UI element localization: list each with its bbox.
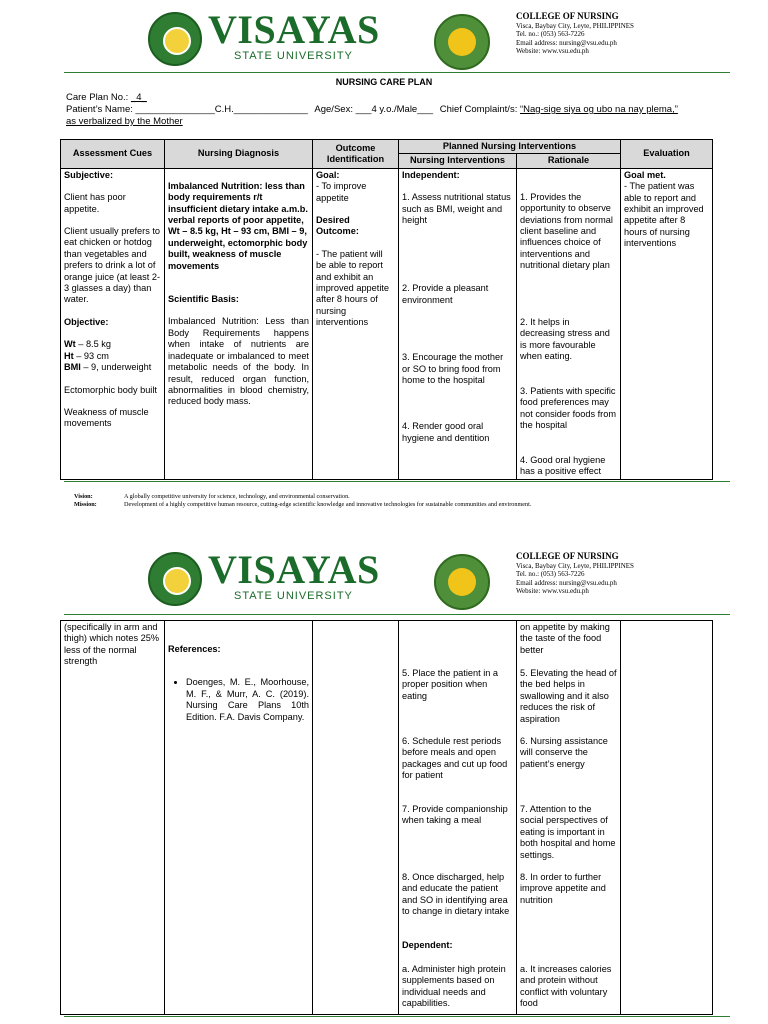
header-divider [64,614,730,615]
university-brand [208,7,380,62]
bmi-value: – 9, underweight [80,362,152,373]
header-diagnosis: Nursing Diagnosis [165,140,313,169]
college-info [516,12,634,56]
header-evaluation: Evaluation [621,140,713,169]
rationale-a: a. It increases calories and protein without conflict with voluntary food [520,964,612,1009]
interventions-cell [399,168,517,479]
header-interventions: Nursing Interventions [399,154,517,168]
evaluation-cell [621,168,713,479]
diagnosis-text: Imbalanced Nutrition: less than body requirements r/t insufficient dietary intake a.m.b. verbal reports of poor appetite, Wt – 8.5 kg, Ht – 93 cm, BMI – 9, underweight, ectomorphic body built, weakness of muscle movements [168,180,308,271]
objective-height [64,351,161,362]
university-seal-icon [148,552,202,606]
age-sex-label: Age/Sex: [314,104,353,115]
college-tel: Tel. no.: (053) 563-7226 [516,570,585,578]
header-assessment: Assessment Cues [61,140,165,169]
outcome-cell [313,621,399,1015]
rationale-6: 6. Nursing assistance will conserve the patient’s energy [520,736,608,769]
rationale-4: 4. Good oral hygiene has a positive effect [520,454,606,477]
diagnosis-cell [165,621,313,1015]
rationale-cell [517,621,621,1015]
dependent-label: Dependent: [402,940,453,950]
outcome-cell [313,168,399,479]
objective-cue-3: Weakness of muscle movements [64,406,149,429]
rationale-8: 8. In order to further improve appetite and nutrition [520,872,606,905]
intervention-4: 4. Render good oral hygiene and dentition [402,421,490,443]
brand-name: VISAYAS [208,547,380,592]
rationale-7: 7. Attention to the social perspectives of eating is important in both hospital and home settings. [520,804,616,860]
care-plan-table-continued [60,620,713,1015]
diagnosis-cell [165,168,313,479]
weight-label: Wt [64,339,76,350]
references-list [178,677,309,723]
evaluation-text: - The patient was able to report and exhibit an improved appetite after 8 hours of nursing interventions [624,181,704,249]
vision-mission [74,493,531,509]
intervention-5: 5. Place the patient in a proper position when eating [402,668,499,701]
college-website: Website: www.vsu.edu.ph [516,47,589,55]
reference-item: • Doenges, M. E., Moorhouse, M. F., & Murr, A. C. (2019). Nursing Care Plans 10th Edition. F.A. Davis Company. [186,677,309,723]
height-label: Ht [64,350,74,361]
intervention-2: 2. Provide a pleasant environment [402,283,489,305]
table-row [61,621,713,1015]
goal-text: - To improve appetite [316,181,367,203]
patient-label: Patient’s Name: [66,104,133,115]
intervention-6: 6. Schedule rest periods before meals and open packages and cut up food for patient [402,736,508,781]
brand-name: VISAYAS [208,7,380,52]
care-plan-value: _4_ [130,92,147,103]
patient-line [66,104,678,115]
objective-cue-2: Ectomorphic body built [64,384,157,395]
university-seal-icon [148,12,202,66]
age-sex-value: ___4 y.o./Male___ [355,104,434,115]
rationale-2: 2. It helps in decreasing stress and is more favourable when eating. [520,316,610,362]
page-title: NURSING CARE PLAN [335,77,433,87]
desired-outcome-label: Desired Outcome: [316,215,359,237]
letterhead [0,8,768,78]
evaluation-label: Goal met. [624,169,666,180]
intervention-a: a. Administer high protein supplements based on individual needs and capabilities. [402,964,506,1009]
intervention-8: 8. Once discharged, help and educate the patient and SO in identifying area to change in dietary intake [402,872,510,917]
independent-label: Independent: [402,169,460,180]
objective-bmi [64,362,161,373]
references-label: References: [168,644,221,654]
interventions-cell [399,621,517,1015]
rationale-cell [517,168,621,479]
brand-sub: STATE UNIVERSITY [234,50,353,62]
header-rationale: Rationale [517,154,621,168]
college-name: COLLEGE OF NURSING [516,551,619,561]
college-seal-icon [434,14,490,70]
assessment-cell [61,621,165,1015]
mission-text: Development of a highly competitive human resource, cutting-edge scientific knowledge and innovative technologies for sustainable communities and environment. [124,501,532,508]
college-email: Email address: nursing@vsu.edu.ph [516,38,617,47]
objective-weight [64,339,161,350]
scientific-basis-text: Imbalanced Nutrition: Less than Body Requirements happens when intake of nutrients are inadequate or imbalanced to meet metabolic needs of the body. In result, reduced organ function, abnormalities in blood chemistry, reduced body mass. [168,316,309,407]
university-brand [208,547,380,602]
complaint-label: Chief Complaint/s: [439,104,518,115]
footer-divider [64,481,730,482]
vision-label: Vision: [74,493,93,500]
brand-sub: STATE UNIVERSITY [234,590,353,602]
vision-text: A globally competitive university for science, technology, and environmental conservation. [124,493,350,500]
scientific-basis-label: Scientific Basis: [168,294,239,305]
intervention-7: 7. Provide companionship when taking a meal [402,804,508,826]
desired-outcome-text: - The patient will be able to report and exhibit an improved appetite after 8 hours of nursing interventions [316,248,390,328]
weight-value: – 8.5 kg [75,339,111,350]
footer-divider [64,1016,730,1017]
complaint-value: “Nag-sige siya og ubo na nay plema,” [519,104,678,115]
college-website: Website: www.vsu.edu.ph [516,587,589,595]
college-email: Email address: nursing@vsu.edu.ph [516,578,617,587]
mission-label: Mission: [74,501,97,508]
college-info [516,552,634,596]
bmi-label: BMI [64,362,81,373]
college-address: Visca, Baybay City, Leyte, PHILIPPINES [516,561,634,570]
college-seal-icon [434,554,490,610]
assessment-continuation: (specifically in arm and thigh) which notes 25% less of the normal strength [64,622,159,667]
evaluation-cell [621,621,713,1015]
complaint-continuation: as verbalized by the Mother [66,116,183,127]
rationale-3: 3. Patients with specific food preferences may not consider foods from the hospital [520,385,617,431]
subjective-label: Subjective: [64,169,114,180]
college-address: Visca, Baybay City, Leyte, PHILIPPINES [516,21,634,30]
college-tel: Tel. no.: (053) 563-7226 [516,30,585,38]
care-plan-table [60,139,713,480]
patient-name: _______________C.H.______________ [135,104,308,115]
care-plan-number [66,92,147,103]
goal-label: Goal: [316,169,340,180]
rationale-5: 5. Elevating the head of the bed helps in swallowing and it also reduces the risk of aspiration [520,668,617,724]
subjective-cue-2: Client usually prefers to eat chicken or hotdog than vegetables and prefers to drink a lot of orange juice (at least 2-3 glasses a day) than water. [64,226,161,305]
subjective-cue-1: Client has poor appetite. [64,192,126,214]
rationale-1: 1. Provides the opportunity to observe deviations from normal client baseline and influences choice of interventions and nutritional dietary plan [520,191,613,271]
header-planned: Planned Nursing Interventions [399,140,621,154]
table-row [61,168,713,479]
intervention-1: 1. Assess nutritional status such as BMI, weight and height [402,192,511,226]
header-outcome: Outcome Identification [313,140,399,169]
care-plan-label: Care Plan No.: [66,92,129,103]
college-name: COLLEGE OF NURSING [516,11,619,21]
letterhead [0,548,768,618]
objective-label: Objective: [64,316,109,327]
assessment-cell [61,168,165,479]
mission-line [74,501,531,509]
header-divider [64,72,730,73]
vision-line [74,493,531,501]
rationale-4-continued: on appetite by making the taste of the food better [520,622,610,655]
height-value: – 93 cm [73,350,109,361]
intervention-3: 3. Encourage the mother or SO to bring food from home to the hospital [402,352,504,386]
